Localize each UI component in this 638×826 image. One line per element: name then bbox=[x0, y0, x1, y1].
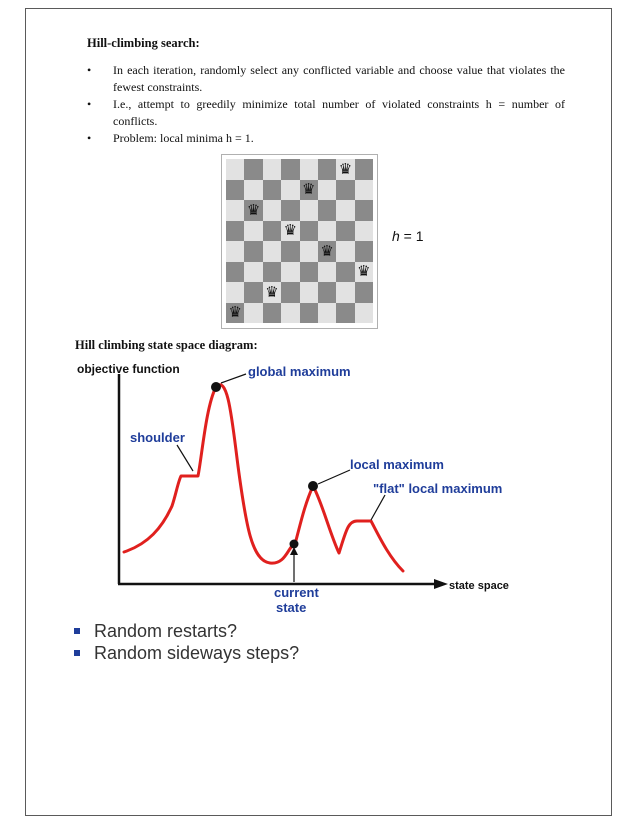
board-square bbox=[300, 262, 318, 283]
board-square bbox=[263, 303, 281, 324]
board-square bbox=[355, 282, 373, 303]
slide-bullet-item bbox=[72, 620, 299, 642]
board-square bbox=[226, 303, 244, 324]
heuristic-label bbox=[392, 228, 424, 244]
board-square bbox=[244, 282, 262, 303]
queen-icon: ♛ bbox=[301, 180, 316, 199]
board-square bbox=[263, 241, 281, 262]
board-square bbox=[355, 180, 373, 201]
board-square bbox=[355, 221, 373, 242]
board-square bbox=[300, 200, 318, 221]
bullet-marker: • bbox=[87, 131, 92, 145]
bullet-list bbox=[87, 62, 565, 147]
section-heading-state-space: Hill climbing state space diagram: bbox=[75, 338, 258, 352]
board-square bbox=[281, 262, 299, 283]
square-bullet-icon bbox=[74, 628, 80, 634]
slide-bullet-text: Random restarts? bbox=[94, 621, 238, 641]
board-square bbox=[226, 262, 244, 283]
board-square bbox=[336, 262, 354, 283]
board-square bbox=[244, 200, 262, 221]
bullet-marker: • bbox=[87, 97, 92, 111]
board-square bbox=[244, 241, 262, 262]
board-square bbox=[355, 262, 373, 283]
bullet-marker: • bbox=[87, 63, 92, 77]
slide-bullet-text: Random sideways steps? bbox=[94, 643, 300, 663]
global-maximum-pointer bbox=[221, 374, 246, 383]
board-square bbox=[263, 262, 281, 283]
queen-icon: ♛ bbox=[320, 241, 334, 260]
board-square bbox=[336, 200, 354, 221]
state-space-diagram bbox=[60, 356, 530, 621]
board-square bbox=[281, 159, 299, 180]
board-square bbox=[281, 180, 299, 201]
x-axis-arrow bbox=[434, 579, 448, 589]
local-maximum-pointer bbox=[318, 470, 350, 484]
shoulder-pointer bbox=[177, 445, 193, 471]
current-state-label-line2: state bbox=[276, 600, 307, 615]
queen-icon: ♛ bbox=[283, 221, 298, 240]
queen-icon: ♛ bbox=[338, 159, 353, 178]
square-bullet-icon bbox=[74, 650, 80, 656]
board-square bbox=[355, 200, 373, 221]
board-square bbox=[318, 303, 336, 324]
queen-icon: ♛ bbox=[246, 200, 261, 219]
board-square bbox=[300, 282, 318, 303]
board-square bbox=[336, 159, 354, 180]
shoulder-label: shoulder bbox=[130, 430, 185, 445]
board-square bbox=[244, 303, 262, 324]
board-square bbox=[318, 159, 336, 180]
flat-local-maximum-label: "flat" local maximum bbox=[373, 481, 503, 496]
heuristic-value: = 1 bbox=[399, 228, 424, 244]
section-heading-hill-climbing: Hill-climbing search: bbox=[87, 36, 200, 50]
queen-icon: ♛ bbox=[228, 303, 242, 322]
bullet-item bbox=[87, 62, 565, 96]
board-square bbox=[336, 303, 354, 324]
board-square bbox=[300, 180, 318, 201]
board-square bbox=[355, 241, 373, 262]
board-square bbox=[318, 262, 336, 283]
board-square bbox=[226, 200, 244, 221]
board-square bbox=[244, 262, 262, 283]
board-square bbox=[281, 303, 299, 324]
board-square bbox=[226, 241, 244, 262]
board-square bbox=[226, 282, 244, 303]
board-square bbox=[318, 180, 336, 201]
queen-icon: ♛ bbox=[265, 282, 279, 301]
local-maximum-label: local maximum bbox=[350, 457, 444, 472]
bullet-text: Problem: local minima h = 1. bbox=[113, 131, 254, 145]
board-square bbox=[281, 282, 299, 303]
bullet-text: In each iteration, randomly select any conflicted variable and choose value that violates the fewest constraints. bbox=[113, 63, 565, 94]
local-maximum-point bbox=[308, 481, 318, 491]
board-square bbox=[226, 159, 244, 180]
board-square bbox=[300, 221, 318, 242]
board-square bbox=[244, 180, 262, 201]
global-maximum-point bbox=[211, 382, 221, 392]
bullet-text: I.e., attempt to greedily minimize total number of violated constraints h = number of conflicts. bbox=[113, 97, 565, 128]
board-square bbox=[336, 282, 354, 303]
slide-bullet-item bbox=[72, 642, 299, 664]
board-square bbox=[281, 241, 299, 262]
y-axis-label: objective function bbox=[77, 362, 180, 376]
chessboard bbox=[226, 159, 373, 323]
bullet-item bbox=[87, 96, 565, 130]
board-square bbox=[263, 180, 281, 201]
board-square bbox=[263, 282, 281, 303]
board-square bbox=[300, 241, 318, 262]
objective-curve bbox=[124, 385, 403, 571]
flat-local-maximum-pointer bbox=[371, 495, 385, 520]
board-square bbox=[318, 241, 336, 262]
board-square bbox=[300, 159, 318, 180]
board-square bbox=[336, 180, 354, 201]
current-state-label-line1: current bbox=[274, 585, 319, 600]
board-square bbox=[281, 221, 299, 242]
board-square bbox=[300, 303, 318, 324]
board-square bbox=[226, 221, 244, 242]
board-square bbox=[336, 221, 354, 242]
board-square bbox=[336, 241, 354, 262]
board-square bbox=[263, 221, 281, 242]
board-square bbox=[226, 180, 244, 201]
board-square bbox=[244, 221, 262, 242]
board-square bbox=[318, 200, 336, 221]
bullet-item bbox=[87, 130, 565, 147]
board-square bbox=[263, 159, 281, 180]
board-square bbox=[318, 282, 336, 303]
chessboard-figure bbox=[221, 154, 378, 329]
board-square bbox=[355, 159, 373, 180]
board-square bbox=[281, 200, 299, 221]
queen-icon: ♛ bbox=[357, 262, 371, 281]
board-square bbox=[263, 200, 281, 221]
board-square bbox=[318, 221, 336, 242]
global-maximum-label: global maximum bbox=[248, 364, 351, 379]
board-square bbox=[355, 303, 373, 324]
slide-bullet-list bbox=[72, 620, 299, 664]
x-axis-label: state space bbox=[449, 580, 509, 592]
board-square bbox=[244, 159, 262, 180]
heuristic-variable: h bbox=[392, 228, 400, 244]
